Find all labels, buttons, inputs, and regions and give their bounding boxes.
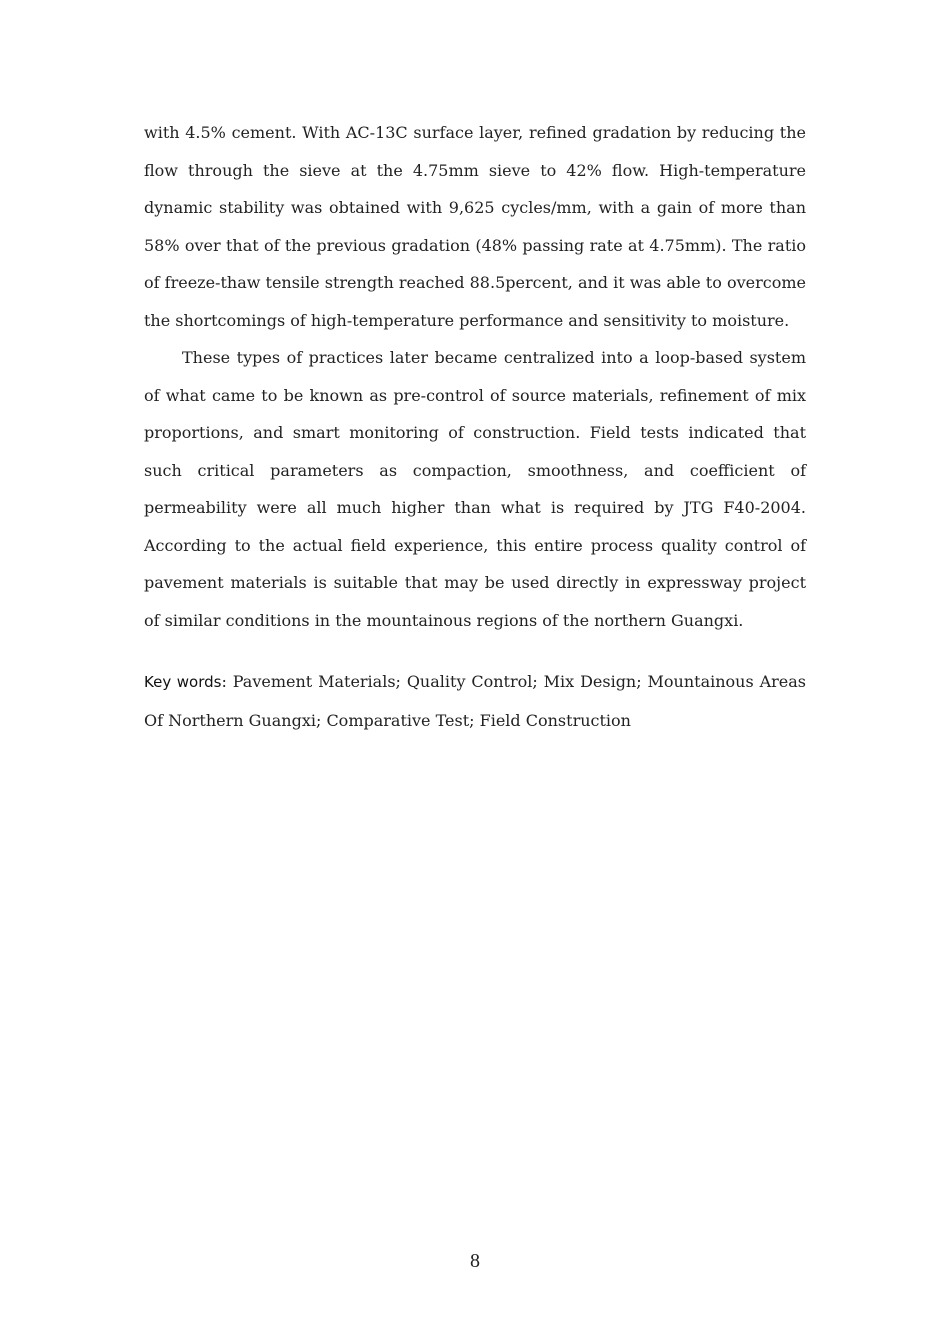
abstract-paragraph-summary: These types of practices later became centralized into a loop-based system of what came to be known as pre-control of source materials, refinement of mix proportions, and smart monitoring of construction. Field tests indicated that such critical parameters as compaction, smoothness, and coefficient of permeability were all much higher than what is required by JTG F40-2004. According to the actual field experience, this entire process quality control of pavement materials is suitable that may be used directly in expressway project of similar conditions in the mountainous regions of the northern Guangxi.: [144, 348, 806, 630]
keywords-separator: :: [221, 672, 233, 691]
abstract-paragraph-continued: with 4.5% cement. With AC-13C surface layer, refined gradation by reducing the flow through the sieve at the 4.75mm sieve to 42% flow. High-temperature dynamic stability was obtained with 9,625 cycles/mm, with a gain of more than 58% over that of the previous gradation (48% passing rate at 4.75mm). The ratio of freeze-thaw tensile strength reached 88.5percent, and it was able to overcome the shortcomings of high-temperature performance and sensitivity to moisture.: [144, 123, 806, 330]
page-number: 8: [470, 1250, 480, 1272]
keywords-label: Key words: [144, 673, 222, 691]
keywords-text: Pavement Materials; Quality Control; Mix Design; Mountainous Areas Of Northern Guangxi; Comparative Test; Field Construction: [144, 672, 806, 730]
abstract-body: [144, 114, 806, 739]
keywords-section: [144, 663, 806, 739]
